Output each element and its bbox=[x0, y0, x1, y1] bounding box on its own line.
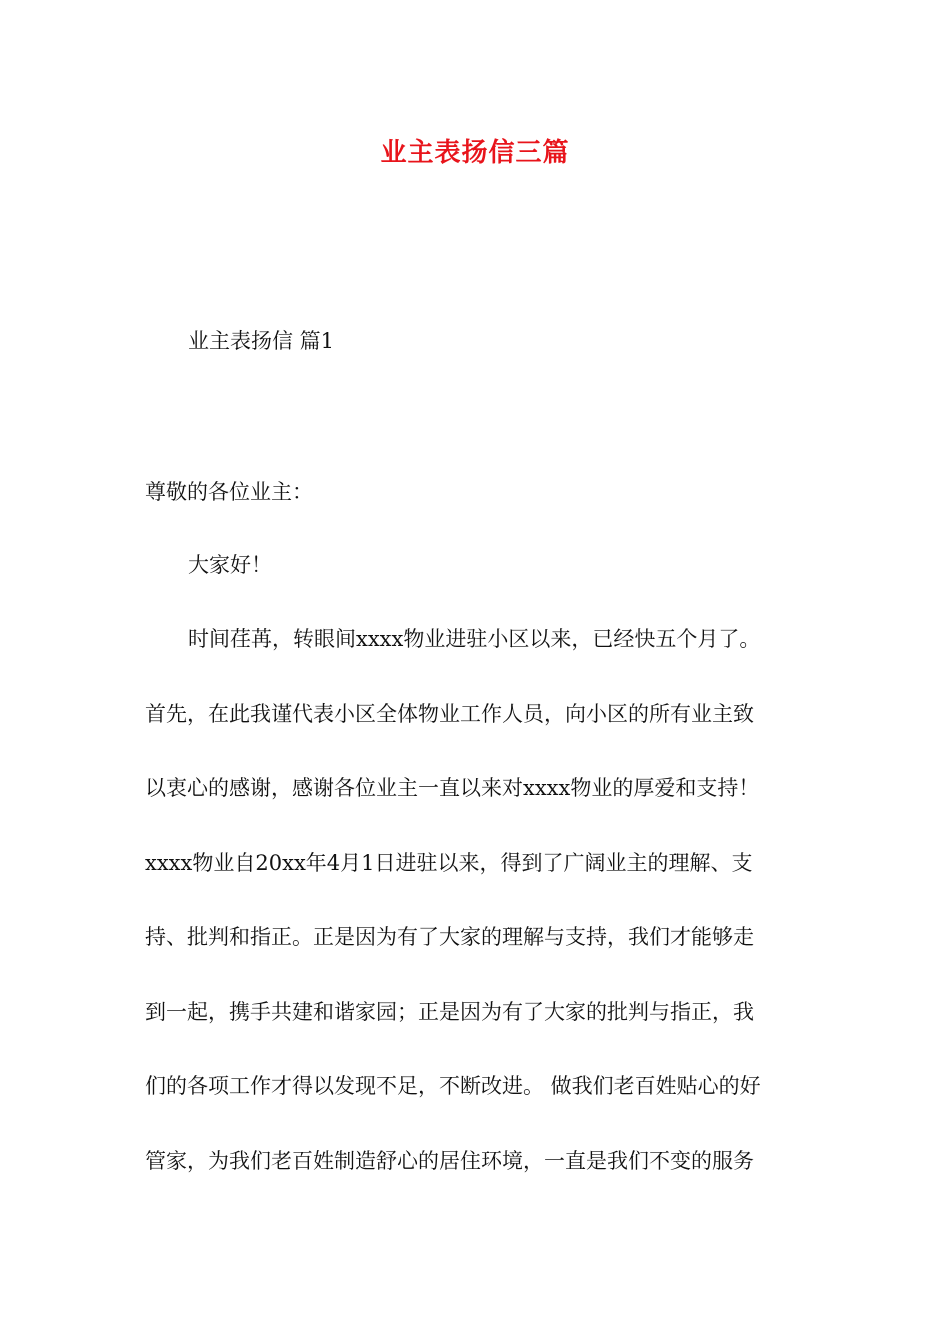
body-line: 时间荏苒，转眼间xxxx物业进驻小区以来，已经快五个月了。 bbox=[188, 627, 761, 651]
section-heading: 业主表扬信 篇1 bbox=[188, 329, 335, 353]
body-line: 以衷心的感谢，感谢各位业主一直以来对xxxx物业的厚爱和支持！ bbox=[145, 776, 760, 800]
body-line: 到一起，携手共建和谐家园；正是因为有了大家的批判与指正，我 bbox=[145, 1000, 754, 1024]
salutation: 尊敬的各位业主： bbox=[145, 480, 313, 504]
body-line: xxxx物业自20xx年4月1日进驻以来，得到了广阔业主的理解、支 bbox=[145, 851, 753, 875]
body-line: 首先，在此我谨代表小区全体物业工作人员，向小区的所有业主致 bbox=[145, 702, 754, 726]
document-title: 业主表扬信三篇 bbox=[380, 138, 570, 168]
body-line: 管家，为我们老百姓制造舒心的居住环境，一直是我们不变的服务 bbox=[145, 1149, 754, 1173]
body-line: 持、批判和指正。正是因为有了大家的理解与支持，我们才能够走 bbox=[145, 925, 754, 949]
body-line: 们的各项工作才得以发现不足，不断改进。 做我们老百姓贴心的好 bbox=[145, 1074, 761, 1098]
greeting: 大家好！ bbox=[188, 553, 272, 577]
